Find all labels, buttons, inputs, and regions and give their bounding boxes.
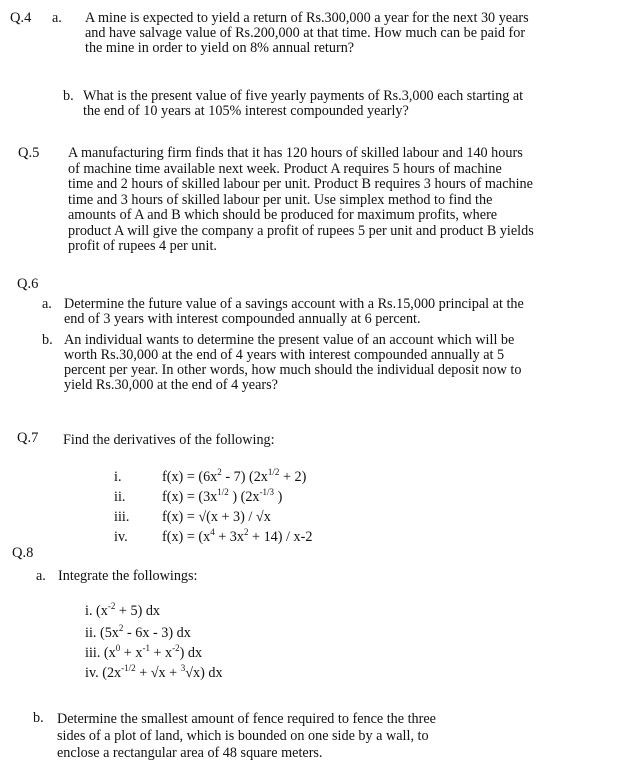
q4a-text	[85, 11, 615, 56]
q5-text	[68, 146, 623, 255]
q6b-line-2: worth Rs.30,000 at the end of 4 years with interest compounded annually at 5	[64, 347, 505, 363]
q5-line-6: product A will give the company a profit of rupees 5 per unit and product B yields	[68, 222, 534, 239]
q6b-label: b.	[42, 332, 53, 348]
q8-integral-item	[85, 643, 203, 661]
q8b-label: b.	[33, 710, 44, 726]
q4-number: Q.4	[10, 10, 32, 26]
q6b-text	[64, 333, 610, 393]
q6a-text	[64, 297, 610, 327]
q8-integral-item	[85, 601, 161, 619]
q4b-text	[83, 89, 608, 119]
q5-line-7: profit of rupees 4 per unit.	[68, 238, 217, 254]
q7-item-number: iv.	[114, 529, 128, 545]
q6b-line-4: yield Rs.30,000 at the end of 4 years?	[64, 377, 278, 393]
q8-item-number: iv.	[85, 665, 99, 681]
q5-line-1: A manufacturing firm finds that it has 120 hours of skilled labour and 140 hours	[68, 145, 523, 161]
q4a-label: a.	[52, 10, 62, 26]
q7-item-expression: $f(x) = (x^4 + 3x^2 + 14) / x-2$	[162, 527, 313, 545]
q5-line-5: amounts of A and B which should be produced for maximum profits, where	[68, 207, 498, 223]
q8-item-expression: $(x^{-2} + 5)$ dx	[96, 601, 161, 619]
q4a-line-3: the mine in order to yield on 8% annual return?	[85, 40, 355, 56]
q6b-line-3: percent per year. In other words, how much should the individual deposit now to	[64, 362, 522, 378]
q7-number: Q.7	[17, 430, 39, 446]
q5-line-2: of machine time available next week. Product A requires 5 hours of machine	[68, 160, 502, 177]
q4a-line-2: and have salvage value of Rs.200,000 at that time. How much can be paid for	[85, 25, 526, 41]
q8-item-number: i.	[85, 603, 93, 619]
q8b-line-1: Determine the smallest amount of fence required to fence the three	[57, 711, 436, 727]
q8-integral-item	[85, 663, 223, 681]
q8-item-expression: $(2x^{-1/2} + √x + ^3√x)$ dx	[102, 663, 223, 681]
q8-item-expression: $(x^0 + x^{-1} + x^{-2})$ dx	[103, 643, 203, 661]
q6a-line-2: end of 3 years with interest compounded annually at 6 percent.	[64, 311, 421, 327]
q4b-line-1: What is the present value of five yearly payments of Rs.3,000 each starting at	[83, 88, 524, 104]
q4b-label: b.	[63, 88, 74, 104]
q8a-label: a.	[36, 568, 46, 584]
q8-number: Q.8	[12, 545, 34, 561]
q7-item-number: iii.	[114, 509, 130, 525]
q8-item-expression: $(5x^2 - 6x - 3)$ dx	[99, 623, 191, 641]
q6a-label: a.	[42, 296, 52, 312]
q6-number: Q.6	[17, 276, 39, 292]
q5-line-3: time and 2 hours of skilled labour per unit. Product B requires 3 hours of machine	[68, 176, 533, 192]
q7-item-number: ii.	[114, 489, 126, 505]
q7-item-expression: $f(x) = (6x^2 - 7) (2x^{1/2} + 2)$	[162, 467, 307, 485]
q4b-line-2: the end of 10 years at 105% interest compounded yearly?	[83, 103, 409, 119]
q8-item-number: iii.	[85, 645, 101, 661]
q8b-text	[57, 711, 527, 762]
q8-item-number: ii.	[85, 625, 97, 641]
q8b-line-3: enclose a rectangular area of 48 square meters.	[57, 745, 323, 761]
q6a-line-1: Determine the future value of a savings account with a Rs.15,000 principal at the	[64, 296, 524, 312]
q5-line-4: time and 3 hours of skilled labour per unit. Use simplex method to find the	[68, 191, 493, 208]
q7-item-expression: $f(x) = (3x^{1/2}$ ) ($2x^{-1/3}$ )	[162, 487, 283, 505]
q8-integral-item	[85, 623, 191, 641]
q7-instruction: Find the derivatives of the following:	[63, 432, 275, 448]
q6b-line-1: An individual wants to determine the present value of an account which will be	[64, 332, 515, 348]
q7-item-number: i.	[114, 469, 122, 485]
q4a-line-1: A mine is expected to yield a return of Rs.300,000 a year for the next 30 years	[85, 10, 529, 26]
q5-number: Q.5	[18, 145, 40, 161]
q7-item-expression: f(x) = √(x + 3) / √x	[162, 509, 271, 525]
q8b-line-2: sides of a plot of land, which is bounded on one side by a wall, to	[57, 728, 429, 744]
q8a-instruction: Integrate the followings:	[58, 568, 198, 584]
